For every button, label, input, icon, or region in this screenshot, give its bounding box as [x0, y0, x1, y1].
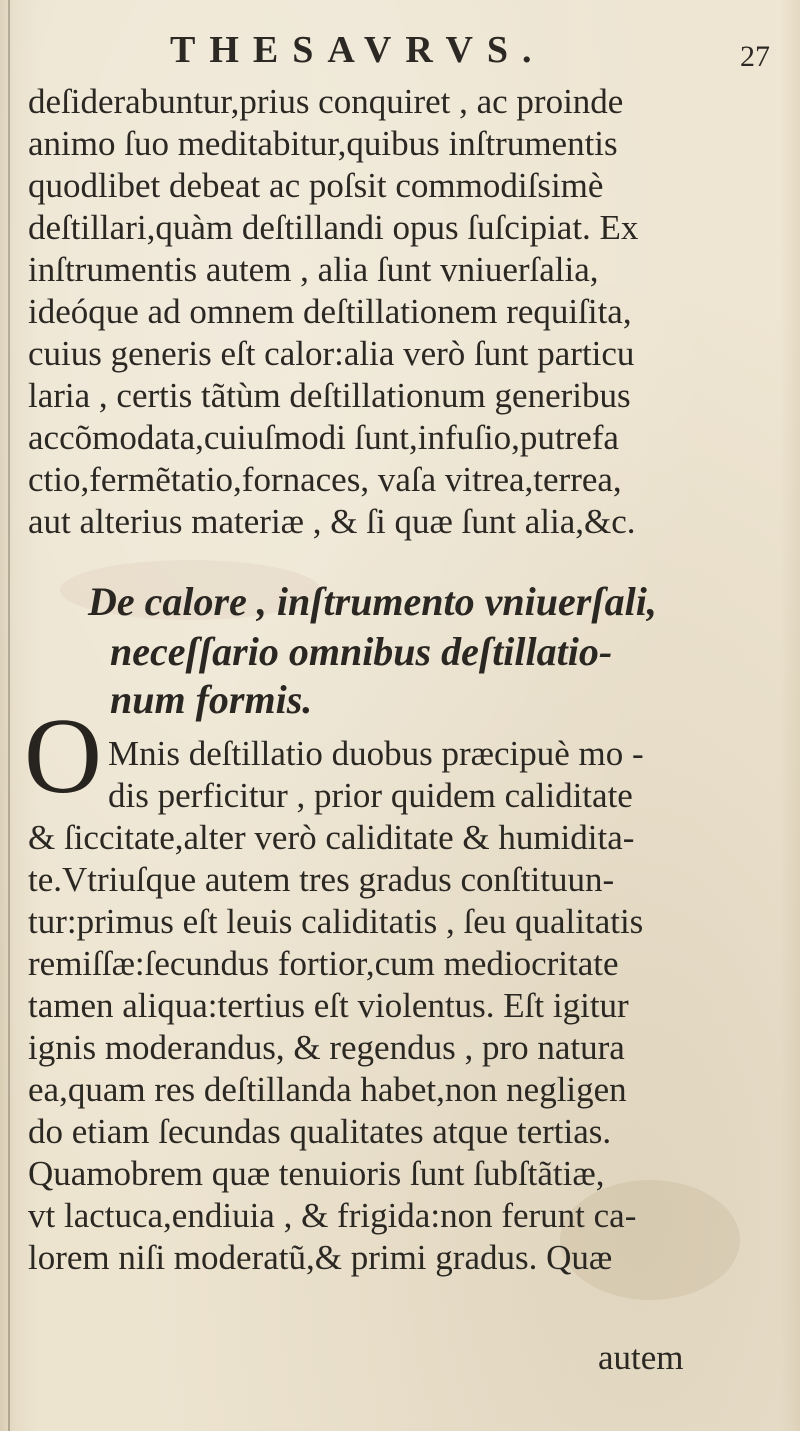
text-line: vt lactuca,endiuia , & frigida:non ferunt ca-: [28, 1196, 637, 1235]
drop-initial: O: [24, 697, 102, 816]
text-line: tur:primus eſt leuis caliditatis , ſeu qualitatis: [28, 902, 644, 941]
text-line: accõmodata,cuiuſmodi ſunt,infuſio,putrefa: [28, 418, 619, 457]
text-line: remiſſæ:ſecundus fortior,cum mediocritate: [28, 944, 619, 983]
text-line: quodlibet debeat ac poſsit commodiſsimè: [28, 166, 604, 205]
text-line: dis perficitur , prior quidem caliditate: [108, 776, 633, 815]
text-line: animo ſuo meditabitur,quibus inſtrumentis: [28, 124, 618, 163]
text-line: lorem niſi moderatũ,& primi gradus. Quæ: [28, 1238, 613, 1277]
text-line: ctio,fermẽtatio,fornaces, vaſa vitrea,terrea,: [28, 460, 622, 499]
section-heading: De calore , inſtrumento vniuerſali,: [88, 579, 657, 624]
text-line: ideóque ad omnem deſtillationem requiſita,: [28, 292, 632, 331]
text-line: cuius generis eſt calor:alia verò ſunt particu: [28, 334, 635, 373]
section-heading: num formis.: [110, 677, 313, 722]
text-line: inſtrumentis autem , alia ſunt vniuerſalia,: [28, 250, 599, 289]
text-line: ignis moderandus, & regendus , pro natura: [28, 1028, 625, 1067]
text-line: ea,quam res deſtillanda habet,non negligen: [28, 1070, 627, 1109]
text-line: tamen aliqua:tertius eſt violentus. Eſt igitur: [28, 986, 629, 1025]
text-line: te.Vtriuſque autem tres gradus conſtituun-: [28, 860, 615, 899]
section-heading: neceſſario omnibus deſtillatio-: [110, 629, 613, 674]
running-title: THESAVRVS.: [170, 29, 546, 71]
page-number: 27: [740, 40, 770, 73]
text-line: deſiderabuntur,prius conquiret , ac proinde: [28, 82, 624, 121]
text-line: Mnis deſtillatio duobus præcipuè mo -: [108, 734, 644, 773]
text-line: deſtillari,quàm deſtillandi opus ſuſcipiat. Ex: [28, 208, 639, 247]
catchword: autem: [598, 1338, 684, 1377]
text-line: & ſiccitate,alter verò caliditate & humidita-: [28, 818, 635, 857]
page-gutter: [8, 0, 10, 1431]
text-line: do etiam ſecundas qualitates atque tertias.: [28, 1112, 612, 1151]
text-line: Quamobrem quæ tenuioris ſunt ſubſtãtiæ,: [28, 1154, 605, 1193]
text-line: aut alterius materiæ , & ſi quæ ſunt alia,&c.: [28, 502, 636, 541]
text-line: laria , certis tãtùm deſtillationum generibus: [28, 376, 631, 415]
